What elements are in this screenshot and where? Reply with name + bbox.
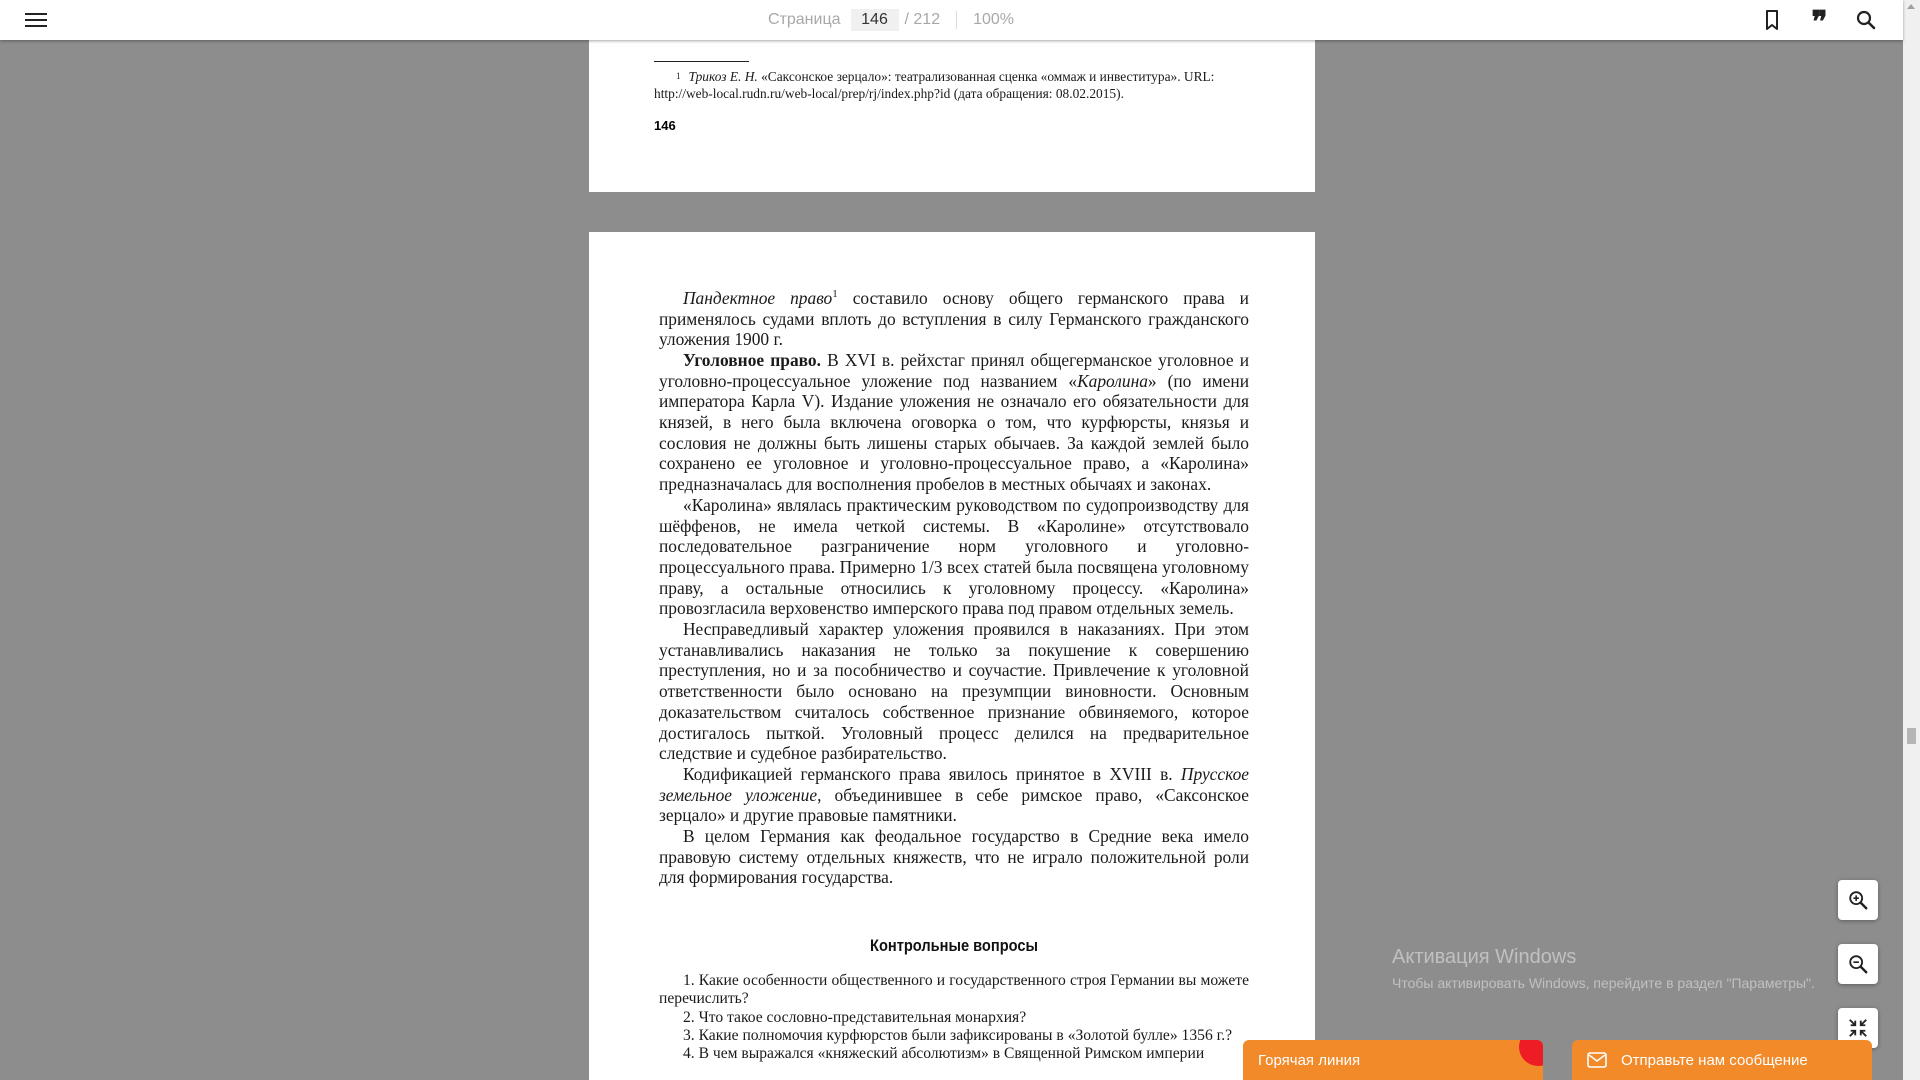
paragraph-text: , объединившее в себе римское право, «Саксонское зерцало» и другие правовые памятники. <box>659 784 1250 826</box>
question-item: 4. В чем выражался «княжеский абсолютизм» в Священной Римском империи <box>683 1045 1205 1063</box>
body-text <box>659 284 1249 888</box>
top-toolbar <box>0 0 1903 40</box>
total-pages: / 212 <box>904 11 941 28</box>
menu-icon[interactable] <box>25 10 47 30</box>
quote-icon[interactable]: ❞ <box>1811 5 1825 40</box>
zoom-out-button[interactable] <box>1838 944 1878 984</box>
italic-term: Каролина <box>1077 370 1148 391</box>
page-number-input[interactable] <box>851 9 899 31</box>
footnote-author: Трикоз Е. Н. <box>688 69 758 84</box>
italic-term: Прусское земельное уложение <box>659 763 1249 805</box>
search-icon[interactable] <box>1854 8 1878 32</box>
paragraph-text: Кодификацией германского права явилось принятое в XVIII в. <box>683 763 1181 784</box>
hotline-badge <box>1519 1040 1543 1066</box>
paragraph <box>659 284 1249 350</box>
page-navigator <box>768 9 1014 31</box>
vertical-scrollbar[interactable] <box>1903 0 1920 1080</box>
windows-activation-watermark <box>1392 946 1815 991</box>
zoom-level[interactable]: 100% <box>973 11 1015 28</box>
question-item: 1. Какие особенности общественного и государственного строя Германии вы можете перечислить? <box>659 972 1249 1008</box>
bookmark-icon[interactable] <box>1760 8 1784 32</box>
paragraph <box>659 350 1249 495</box>
current-page <box>589 232 1315 1080</box>
exit-fullscreen-icon <box>1847 1017 1869 1039</box>
paragraph: «Каролина» являлась практическим руководством по судопроизводству для шёффенов, не имела четкой системы. В «Каролине» отсутствовало последовательное разграничение норм уголовного и уголовно-процессуального права. Примерно 1/3 всех статей была посвящена уголовному праву, а остальные относились к уголовному процессу. «Каролина» провозгласила верховенство имперского права под правом отдельных земель. <box>659 494 1249 619</box>
footnote-mark: 1 <box>676 71 681 81</box>
footnote <box>654 68 1249 102</box>
question-item: 2. Что такое сословно-представительная монархия? <box>683 1008 1027 1026</box>
paragraph: В целом Германия как феодальное государство в Средние века имело правовую систему отдельных княжеств, что не играло положительной роли для формирования государства. <box>659 826 1249 888</box>
paragraph <box>659 764 1249 826</box>
footnote-rule <box>654 61 749 62</box>
paragraph-text: составило основу общего германского права и применялось судами вплоть до вступления в силу Германского гражданского уложения 1900 г. <box>659 287 1249 350</box>
footnote-ref: 1 <box>832 288 838 300</box>
watermark-subtitle: Чтобы активировать Windows, перейдите в раздел "Параметры". <box>1392 975 1815 991</box>
watermark-title: Активация Windows <box>1392 946 1577 968</box>
italic-term: Пандектное право <box>683 287 833 308</box>
mail-icon <box>1587 1052 1607 1068</box>
questions-list <box>659 972 1249 1063</box>
hotline-widget[interactable] <box>1243 1040 1543 1080</box>
toolbar-divider <box>956 11 957 29</box>
page-number: 146 <box>654 118 676 133</box>
hotline-label: Горячая линия <box>1258 1051 1361 1069</box>
zoom-out-icon <box>1847 953 1869 975</box>
scroll-thumb[interactable] <box>1907 728 1916 744</box>
message-widget[interactable] <box>1572 1040 1872 1080</box>
section-title: Уголовное право. <box>683 349 821 370</box>
paragraph: Несправедливый характер уложения проявился в наказаниях. При этом устанавливались наказания не только за покушение к совершению преступления, но и за пособничество и соучастие. Привлечение к уголовной ответственности было основано на презумпции виновности. Основным доказательством считалось собственное признание обвиняемого, которое достигалось пыткой. Уголовный процесс делился на предварительное следствие и судебное разбирательство. <box>659 619 1249 764</box>
paragraph-text: » (по имени императора Карла V). Издание уложения не означало его обязательности для князей, в него была включена оговорка о том, что курфюрсты, князья и сословия не должны быть лишены старых обычаев. За каждой землей было сохранено ее уголовное и уголовно-процессуальное право, а «Каролина» предназначалась для восполнения пробелов в местных обычаях и законах. <box>659 370 1249 495</box>
message-label: Отправьте нам сообщение <box>1621 1051 1808 1069</box>
zoom-in-button[interactable] <box>1838 880 1878 920</box>
footnote-text: «Саксонское зерцало»: театрализованная сценка «оммаж и инвеститура». URL: http://web-local.rudn.ru/web-local/prep/rj/index.php?id (дата обращения: 08.02.2015). <box>654 69 1215 101</box>
zoom-in-icon <box>1847 889 1869 911</box>
scroll-up-arrow-icon[interactable] <box>1907 4 1915 9</box>
page-label: Страница <box>768 11 841 28</box>
paragraph-text: В XVI в. рейхстаг принял общегерманское уголовное и уголовно-процессуальное уложение под названием « <box>659 349 1249 391</box>
question-item: 3. Какие полномочия курфюрстов были зафиксированы в «Золотой булле» 1356 г.? <box>683 1026 1233 1044</box>
section-heading: Контрольные вопросы <box>870 936 1038 955</box>
